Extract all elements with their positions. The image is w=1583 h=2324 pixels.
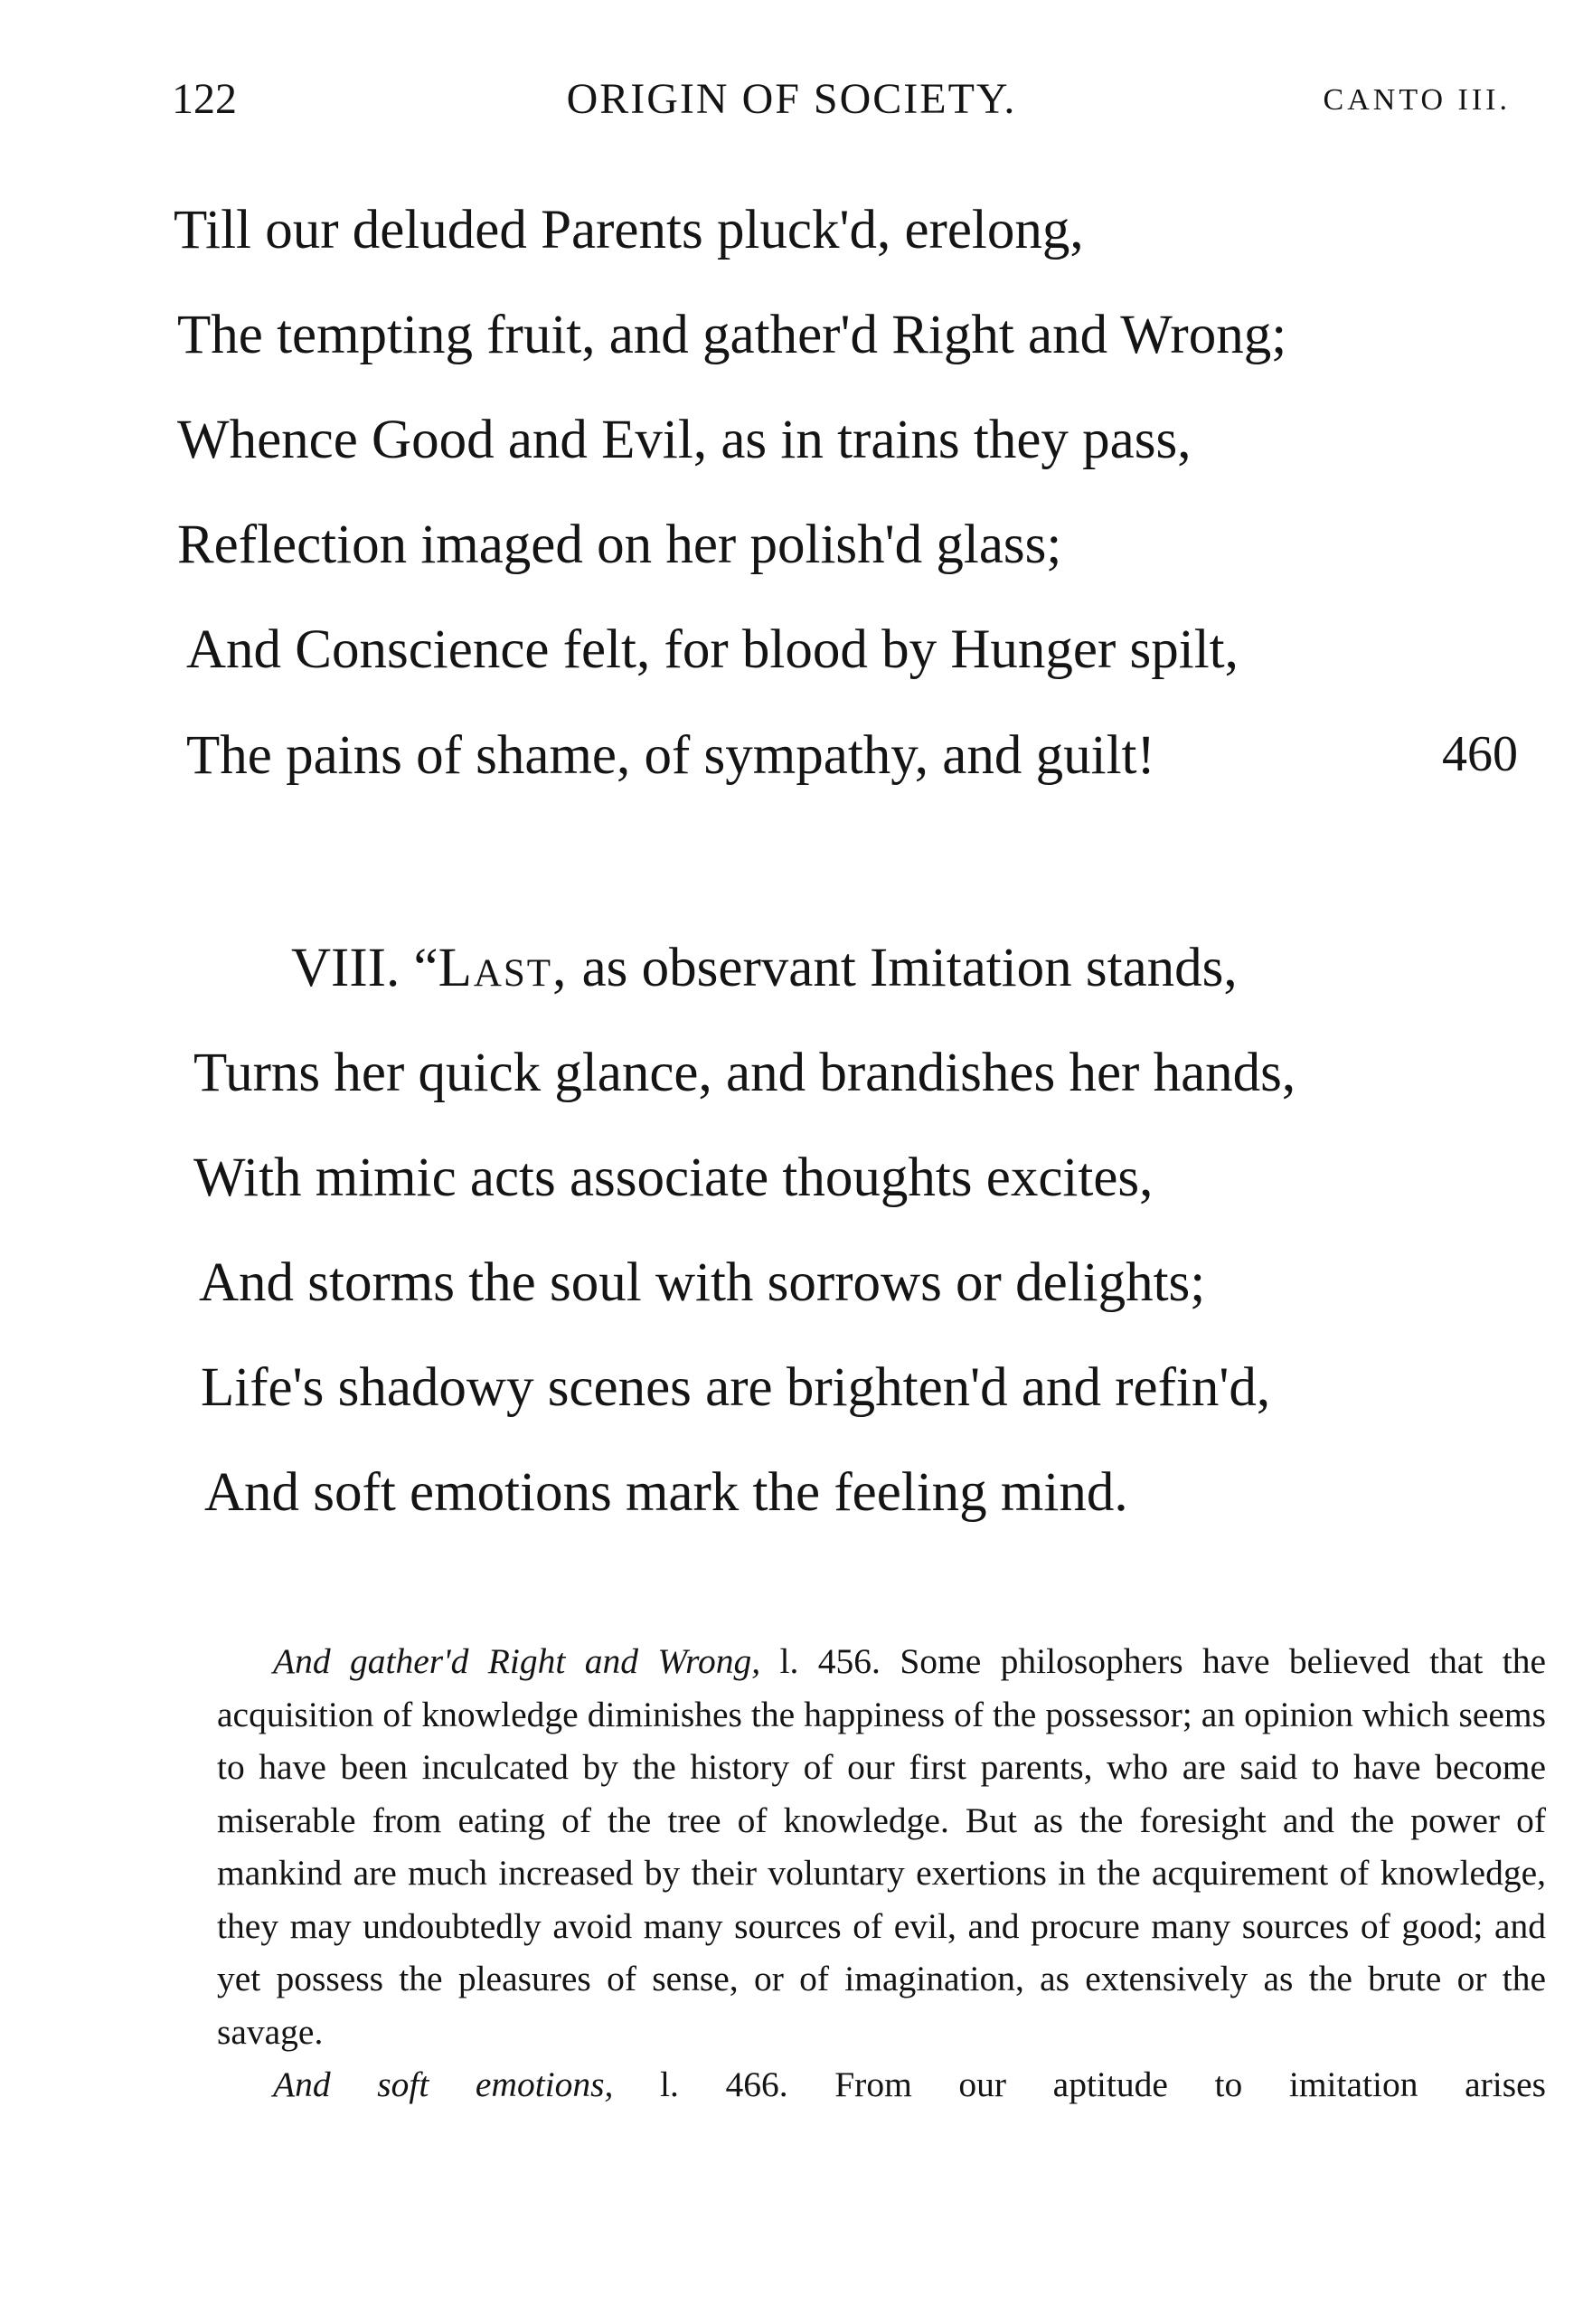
open-quote: “ — [413, 938, 438, 998]
running-title: ORIGIN OF SOCIETY. — [566, 75, 1017, 123]
section-number: VIII. — [291, 938, 400, 998]
first-word: Last, — [438, 938, 569, 998]
footnote-lemma: And gather'd Right and Wrong, — [273, 1641, 761, 1681]
verse-line: Till our deluded Parents pluck'd, erelong, — [174, 200, 1084, 260]
verse-line: And Conscience felt, for blood by Hunger spilt, — [186, 619, 1239, 680]
footnote-ref: l. 456. — [779, 1641, 881, 1681]
running-head — [0, 74, 1583, 137]
line-number: 460 — [1442, 726, 1518, 782]
verse-line: Whence Good and Evil, as in trains they pass, — [177, 410, 1192, 470]
verse-line: And soft emotions mark the feeling mind. — [204, 1462, 1128, 1523]
verse-line: With mimic acts associate thoughts excites, — [193, 1148, 1154, 1208]
verse-line — [291, 940, 1238, 996]
footnote — [217, 2058, 1546, 2111]
footnote-text: Some philosophers have believed that the acquisition of knowledge diminishes the happiness of the possessor; an opinion which seems to have been inculcated by the history of our first parents, who are said to have become miserable from eating of the tree of knowledge. But as the foresight and the power of mankind are much increased by their voluntary exertions in the acquirement of knowledge, they may undoubtedly avoid many sources of evil, and procure many sources of good; and yet possess the pleasures of sense, or of imagination, as extensively as the brute or the savage. — [217, 1641, 1546, 2052]
verse-line: Turns her quick glance, and brandishes her hands, — [193, 1043, 1296, 1103]
verse-line: And storms the soul with sorrows or delights; — [199, 1252, 1206, 1313]
footnote-ref: l. 466. — [660, 2064, 788, 2104]
footnote — [217, 1635, 1546, 2058]
verse-line-rest: as observant Imitation stands, — [581, 938, 1238, 998]
verse-line: Life's shadowy scenes are brighten'd and refin'd, — [201, 1357, 1271, 1418]
page-number: 122 — [172, 75, 237, 123]
canto-label: CANTO III. — [1323, 83, 1511, 117]
verse-line: The tempting fruit, and gather'd Right and Wrong; — [177, 305, 1287, 365]
footnote-text: From our aptitude to imitation arises — [834, 2064, 1547, 2104]
footnotes — [217, 1635, 1546, 2111]
verse-line: Reflection imaged on her polish'd glass; — [177, 515, 1062, 575]
footnote-lemma: And soft emotions, — [273, 2064, 614, 2104]
verse-line: The pains of shame, of sympathy, and guilt! — [186, 725, 1155, 786]
